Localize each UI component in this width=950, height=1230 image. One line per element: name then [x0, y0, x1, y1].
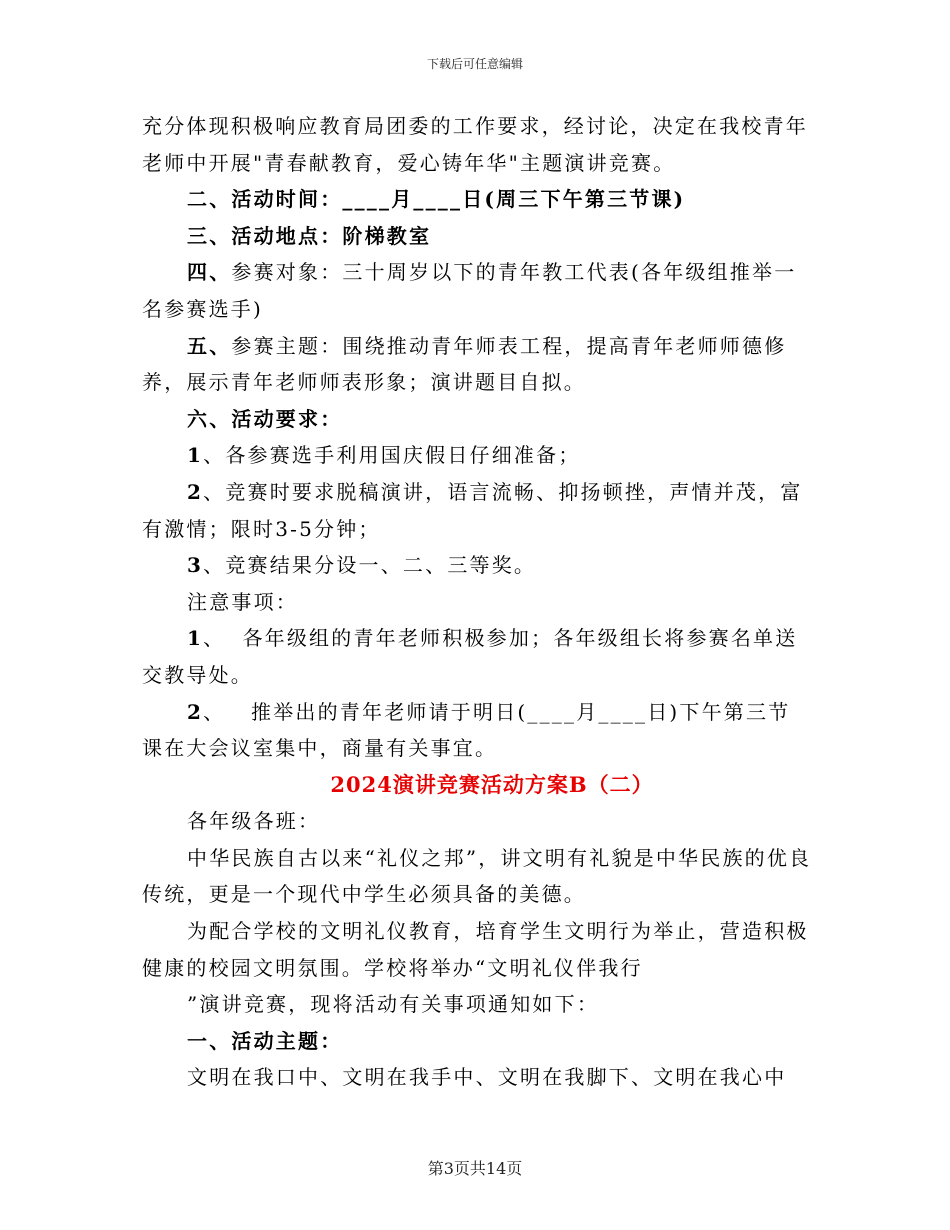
item-number: 2	[187, 479, 204, 504]
paragraph-tradition: 中华民族自古以来“礼仪之邦”，讲文明有礼貌是中华民族的优良传统，更是一个现代中学生必须具备的美德。	[142, 845, 812, 907]
section-participants	[142, 254, 812, 327]
requirement-item	[142, 437, 812, 474]
item-text: 、竞赛结果分设一、二、三等奖。	[203, 553, 537, 578]
section-theme	[142, 328, 812, 401]
section-text: 参赛主题：围绕推动青年师表工程，提高青年老师师德修养，展示青年老师师表形象；演讲题目自拟。	[142, 333, 787, 395]
plan-title: 2024演讲竞赛活动方案B（二）	[330, 771, 654, 797]
note-item	[142, 620, 812, 693]
section-activity-time: 二、活动时间：____月____日(周三下午第三节课)	[187, 187, 686, 212]
page-header: 下载后可任意编辑	[426, 57, 523, 71]
section-label: 五、	[187, 333, 232, 358]
note-item	[142, 694, 812, 767]
item-text: 、各参赛选手利用国庆假日仔细准备；	[203, 443, 581, 468]
item-text: 、竞赛时要求脱稿演讲，语言流畅、抑扬顿挫，声情并茂，富有激情；限时3-5分钟；	[142, 479, 803, 541]
section-requirements: 六、活动要求：	[187, 406, 343, 431]
section-activity-theme: 一、活动主题：	[187, 1028, 343, 1053]
item-text: 、 推举出的青年老师请于明日(____月____日)下午第三节课在大会议室集中，商量有关事宜。	[142, 699, 791, 761]
item-number: 1	[187, 443, 204, 468]
requirement-item	[142, 474, 812, 547]
section-label: 四、	[187, 260, 232, 285]
salutation: 各年级各班：	[187, 809, 321, 834]
item-number: 2	[187, 699, 204, 724]
item-text: 、 各年级组的青年老师积极参加；各年级组长将参赛名单送交教导处。	[142, 626, 798, 687]
document-body	[142, 108, 812, 1096]
notes-heading: 注意事项：	[187, 589, 298, 614]
requirement-item	[142, 547, 812, 584]
item-number: 1	[187, 626, 204, 651]
paragraph-intro: 充分体现积极响应教育局团委的工作要求，经讨论，决定在我校青年老师中开展"青春献教育，爱心铸年华"主题演讲竞赛。	[142, 114, 808, 175]
paragraph-notice: ”演讲竞赛，现将活动有关事项通知如下：	[187, 992, 600, 1017]
paragraph-purpose: 为配合学校的文明礼仪教育，培育学生文明行为举止，营造积极健康的校园文明氛围。学校将举办“文明礼仪伴我行	[142, 919, 809, 980]
section-activity-location: 三、活动地点：阶梯教室	[187, 223, 432, 248]
section-text: 参赛对象：三十周岁以下的青年教工代表(各年级组推举一名参赛选手)	[142, 260, 797, 321]
item-number: 3	[187, 553, 204, 578]
paragraph-theme-text: 文明在我口中、文明在我手中、文明在我脚下、文明在我心中	[187, 1065, 787, 1090]
page-footer: 第3页共14页	[427, 1159, 523, 1178]
